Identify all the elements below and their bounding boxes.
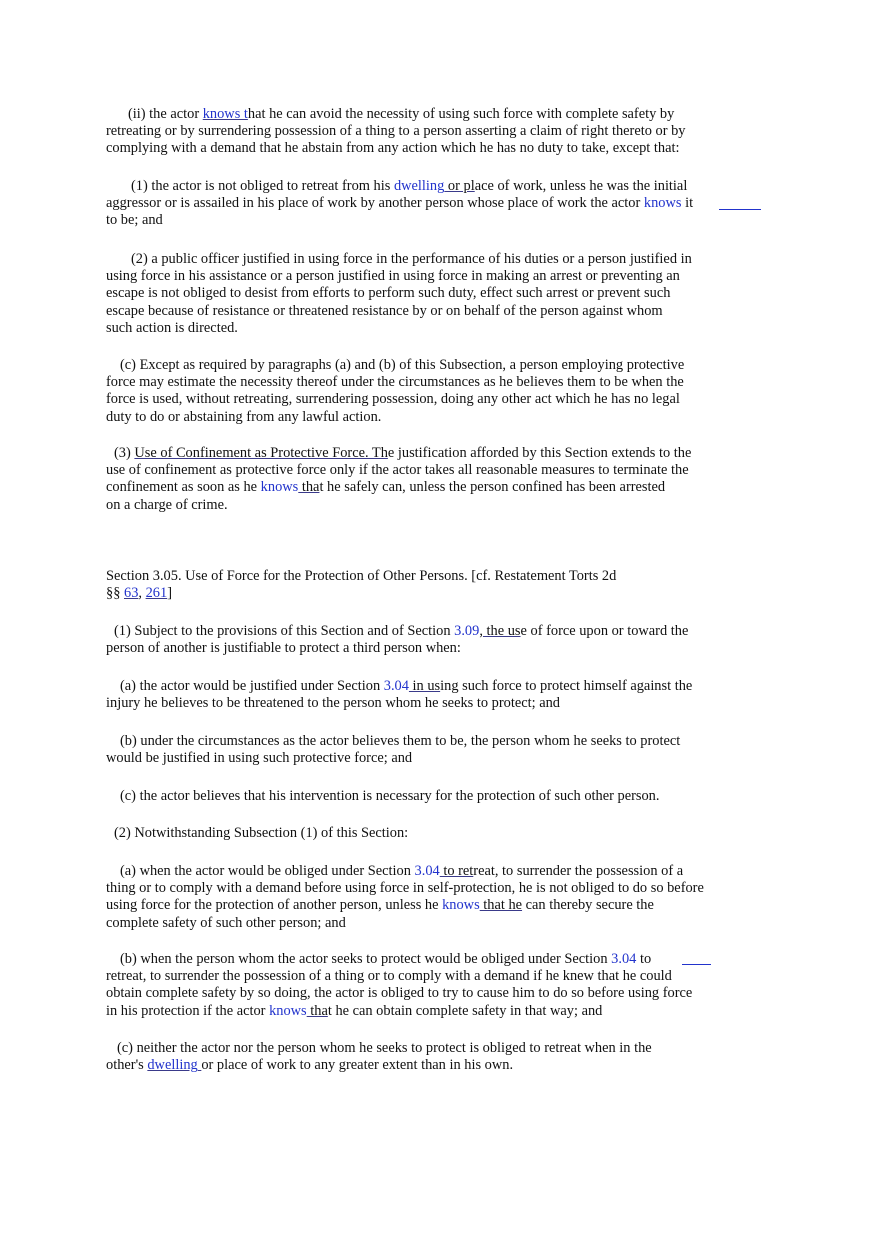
text-line: (2) a public officer justified in using force in the performance of his duties or a person justified in — [131, 251, 692, 267]
text-line: (c) neither the actor nor the person whom he seeks to protect is obliged to retreat when in the — [117, 1040, 652, 1056]
text-run: ing such force to protect himself against the — [440, 678, 693, 694]
text-run: t he can obtain complete safety in that way; and — [327, 1002, 603, 1019]
text-line — [106, 479, 726, 496]
text-run: hat he can avoid the necessity of using such force with complete safety by — [247, 106, 675, 122]
text-line: retreat, to surrender the possession of a thing or to comply with a demand if he knew that he could — [106, 968, 672, 985]
text-line: force may estimate the necessity thereof under the circumstances as he believes them to be when the — [106, 374, 684, 391]
knows-link[interactable]: knows t — [202, 106, 248, 122]
text-line — [106, 445, 726, 462]
knows-link[interactable]: knows — [442, 897, 480, 914]
underlined-text: or pl — [444, 178, 475, 194]
text-run: ace of work, unless he was the initial — [474, 178, 688, 194]
text-run: (ii) the actor — [128, 106, 203, 122]
paragraph-1-retreat — [106, 178, 726, 230]
text-line: would be justified in using such protective force; and — [106, 750, 413, 767]
dwelling-link[interactable]: dwelling — [393, 178, 445, 194]
text-line: retreating or by surrendering possession of a thing to a person asserting a claim of right thereto or by — [106, 123, 686, 140]
paragraph-b-circumstances — [106, 733, 726, 767]
paragraph-2-public-officer — [106, 251, 726, 337]
restatement-63-link[interactable]: 63 — [124, 585, 139, 602]
text-line: (c) Except as required by paragraphs (a) and (b) of this Subsection, a person employing protective — [120, 357, 685, 373]
text-run: t he safely can, unless the person confined has been arrested — [319, 479, 666, 496]
text-line: thing or to comply with a demand before using force in self-protection, he is not obliged to do so before — [106, 880, 704, 897]
paragraph-a-justified — [106, 678, 726, 712]
underlined-text: the us — [482, 623, 521, 639]
text-line — [106, 195, 726, 212]
knows-link[interactable]: knows — [269, 1002, 307, 1019]
text-run: reat, to surrender the possession of a — [473, 863, 684, 879]
text-run: using force for the protection of another person, unless he — [106, 897, 443, 914]
text-line: duty to do or abstaining from any lawful action. — [106, 408, 382, 425]
text-run: to — [636, 951, 652, 967]
text-line: injury he believes to be threatened to the person whom he seeks to protect; and — [106, 695, 560, 712]
text-line — [106, 678, 726, 695]
knows-link[interactable]: knows — [260, 479, 299, 496]
text-line: escape is not obliged to desist from efforts to perform such duty, effect such arrest or prevent such — [106, 285, 671, 302]
text-line: (b) under the circumstances as the actor believes them to be, the person whom he seeks to protect — [120, 733, 681, 749]
section-3-04-link[interactable]: 3.04 — [383, 678, 409, 694]
text-line — [106, 897, 726, 914]
text-line: (2) Notwithstanding Subsection (1) of this Section: — [114, 825, 409, 841]
text-run: confinement as soon as he — [106, 479, 261, 496]
text-line — [106, 1057, 726, 1074]
text-run: (b) when the person whom the actor seeks to protect would be obliged under Section — [120, 951, 612, 967]
section-3-09-link[interactable]: 3.09 — [454, 623, 480, 639]
dwelling-link[interactable]: dwelling — [147, 1057, 198, 1074]
text-run: or place of work to any greater extent than in his own. — [201, 1057, 514, 1074]
text-line — [106, 106, 726, 123]
paragraph-c-intervention — [106, 788, 726, 805]
text-line: force is used, without retreating, surrendering possession, doing any other act which he has no legal — [106, 391, 680, 408]
text-line: complete safety of such other person; and — [106, 914, 346, 931]
underlined-text: to ret — [439, 863, 474, 879]
text-run: , — [138, 585, 146, 602]
text-line: use of confinement as protective force only if the actor takes all reasonable measures to terminate the — [106, 462, 689, 479]
text-run: e justification afforded by this Section extends to the — [387, 445, 692, 461]
text-line: (c) the actor believes that his intervention is necessary for the protection of such other person. — [120, 788, 660, 804]
underlined-heading: Use of Confinement as Protective Force. Th — [134, 445, 388, 461]
text-run: aggressor or is assailed in his place of work by another person whose place of work the actor — [106, 195, 644, 212]
blank-link-line[interactable] — [682, 964, 711, 965]
paragraph-2-notwithstanding — [106, 825, 726, 842]
text-line: on a charge of crime. — [106, 496, 228, 513]
text-run: (1) Subject to the provisions of this Section and of Section — [114, 623, 455, 639]
text-run: in his protection if the actor — [106, 1002, 270, 1019]
text-line: using force in his assistance or a person justified in using force in making an arrest or preventing an — [106, 268, 680, 285]
text-run: (3) — [114, 445, 135, 461]
paragraph-ii — [106, 106, 726, 158]
text-line — [106, 951, 726, 968]
restatement-261-link[interactable]: 261 — [145, 585, 168, 602]
text-line: obtain complete safety by so doing, the actor is obliged to try to cause him to do so before using force — [106, 985, 693, 1002]
underlined-text: tha — [306, 1002, 328, 1019]
text-run: , — [479, 623, 483, 639]
paragraph-3-confinement — [106, 445, 726, 514]
text-line: complying with a demand that he abstain from any action which he has no duty to take, except that: — [106, 140, 680, 157]
section-3-04-link[interactable]: 3.04 — [414, 863, 440, 879]
paragraph-c-except — [106, 357, 726, 426]
text-line: escape because of resistance or threatened resistance by or on behalf of the person against whom — [106, 302, 663, 319]
underlined-text: ] — [167, 585, 172, 602]
text-line — [106, 1003, 726, 1020]
text-line — [106, 178, 726, 195]
text-run: can thereby secure the — [522, 897, 654, 914]
paragraph-c-neither — [106, 1040, 726, 1074]
text-run: (a) when the actor would be obliged under Section — [120, 863, 415, 879]
text-run: (1) the actor is not obliged to retreat from his — [131, 178, 394, 194]
text-line — [106, 623, 726, 640]
text-run: it — [681, 195, 694, 212]
text-line: such action is directed. — [106, 319, 238, 336]
underlined-text: tha — [298, 479, 320, 496]
section-3-04-link[interactable]: 3.04 — [611, 951, 637, 967]
paragraph-a-obliged — [106, 863, 726, 932]
text-run: e of force upon or toward the — [520, 623, 689, 639]
text-line: to be; and — [106, 212, 163, 229]
text-run: (a) the actor would be justified under Section — [120, 678, 384, 694]
text-line — [106, 585, 726, 602]
text-line: Section 3.05. Use of Force for the Protection of Other Persons. [cf. Restatement Torts 2d — [106, 568, 617, 584]
text-run: §§ — [106, 585, 124, 602]
text-run: other's — [106, 1057, 148, 1074]
section-3-05-heading — [106, 568, 726, 602]
underlined-text: that he — [479, 897, 523, 914]
underlined-text: in us — [408, 678, 441, 694]
paragraph-b-person-protected — [106, 951, 726, 1020]
text-line: person of another is justifiable to protect a third person when: — [106, 640, 461, 657]
blank-link-line[interactable] — [719, 209, 761, 210]
paragraph-1-subject — [106, 623, 726, 657]
text-line — [106, 863, 726, 880]
knows-link[interactable]: knows — [643, 195, 682, 212]
